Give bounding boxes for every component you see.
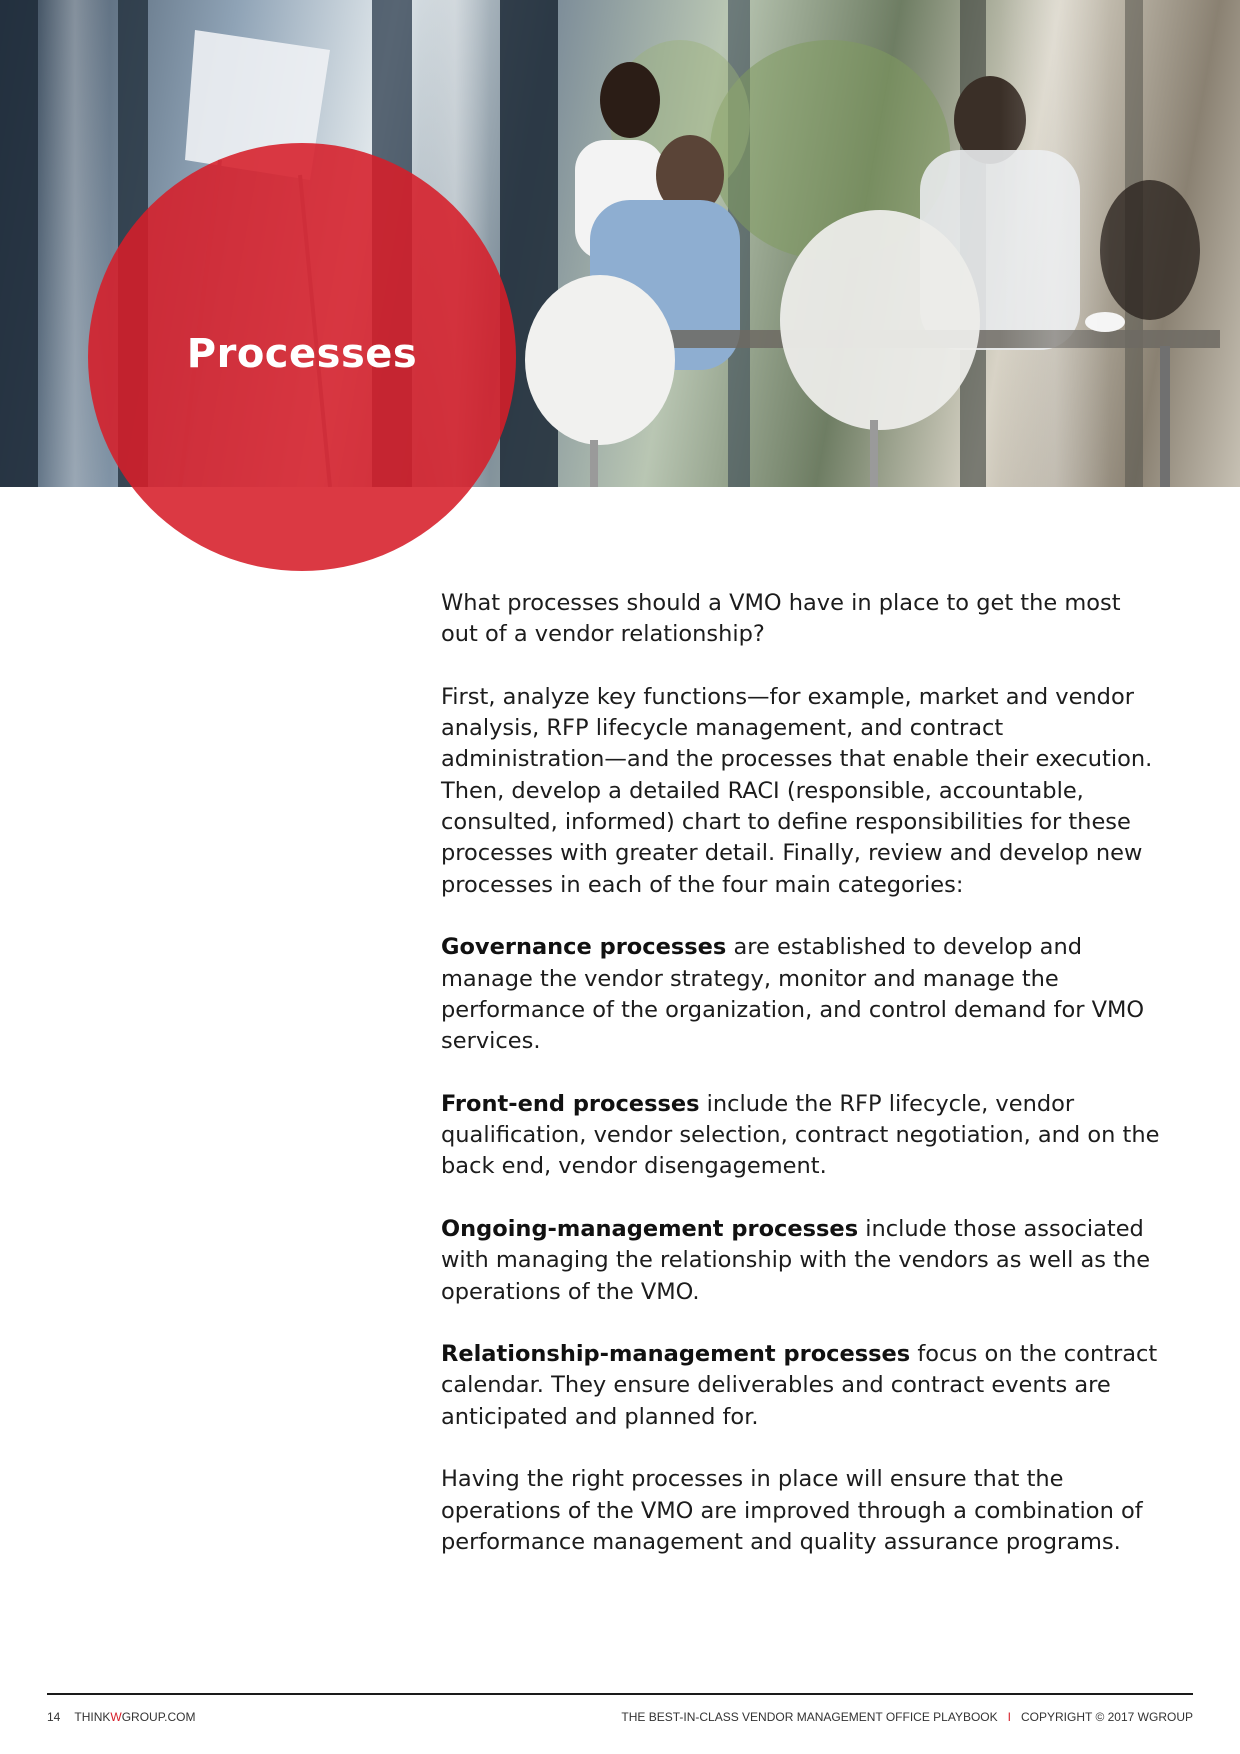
- footer-divider: [47, 1693, 1193, 1695]
- relationship-management-term: Relationship-management processes: [441, 1341, 911, 1368]
- relationship-management-text: focus on the contract calendar. They ensure deliverables and contract events are anticipated and planned for.: [441, 1341, 1158, 1430]
- analysis-paragraph: First, analyze key functions—for example, market and vendor analysis, RFP lifecycle management, and contract administration—and the processes that enable their execution. Then, develop a detailed RACI (responsible, accountable, consulted, informed) chart to define responsibilities for these processes with greater detail. Finally, review and develop new processes in each of the four main categories:: [441, 683, 1153, 898]
- section-title: Processes: [186, 331, 418, 377]
- site-suffix: GROUP.COM: [121, 1710, 196, 1724]
- governance-paragraph: [441, 932, 1161, 1057]
- conclusion-paragraph: Having the right processes in place will ensure that the operations of the VMO are improved through a combination of performance management and quality assurance programs.: [441, 1466, 1143, 1555]
- site-accent: W: [110, 1710, 122, 1724]
- front-end-term: Front-end processes: [441, 1090, 700, 1117]
- publication-title: THE BEST-IN-CLASS VENDOR MANAGEMENT OFFICE PLAYBOOK: [621, 1710, 998, 1724]
- relationship-management-paragraph: [441, 1339, 1161, 1433]
- copyright: COPYRIGHT © 2017 WGROUP: [1021, 1710, 1193, 1724]
- footer-separator: I: [1007, 1710, 1011, 1724]
- page-number: 14: [47, 1710, 61, 1724]
- ongoing-management-paragraph: [441, 1214, 1161, 1308]
- footer-right: [621, 1710, 1193, 1724]
- governance-term: Governance processes: [441, 934, 727, 961]
- site-prefix: THINK: [74, 1710, 111, 1724]
- site-link[interactable]: [74, 1710, 195, 1724]
- section-title-badge: [88, 143, 516, 571]
- body-text: [441, 588, 1161, 1590]
- governance-text: are established to develop and manage the vendor strategy, monitor and manage the performance of the organization, and control demand for VMO services.: [441, 934, 1145, 1055]
- front-end-text: include the RFP lifecycle, vendor qualification, vendor selection, contract negotiation, and on the back end, vendor disengagement.: [441, 1090, 1160, 1180]
- intro-paragraph: What processes should a VMO have in place to get the most out of a vendor relationship?: [441, 590, 1121, 648]
- front-end-paragraph: [441, 1089, 1161, 1183]
- footer-left: [47, 1710, 195, 1724]
- page-footer: [47, 1707, 1193, 1727]
- ongoing-management-text: include those associated with managing the relationship with the vendors as well as the operations of the VMO.: [441, 1215, 1151, 1305]
- ongoing-management-term: Ongoing-management processes: [441, 1215, 859, 1242]
